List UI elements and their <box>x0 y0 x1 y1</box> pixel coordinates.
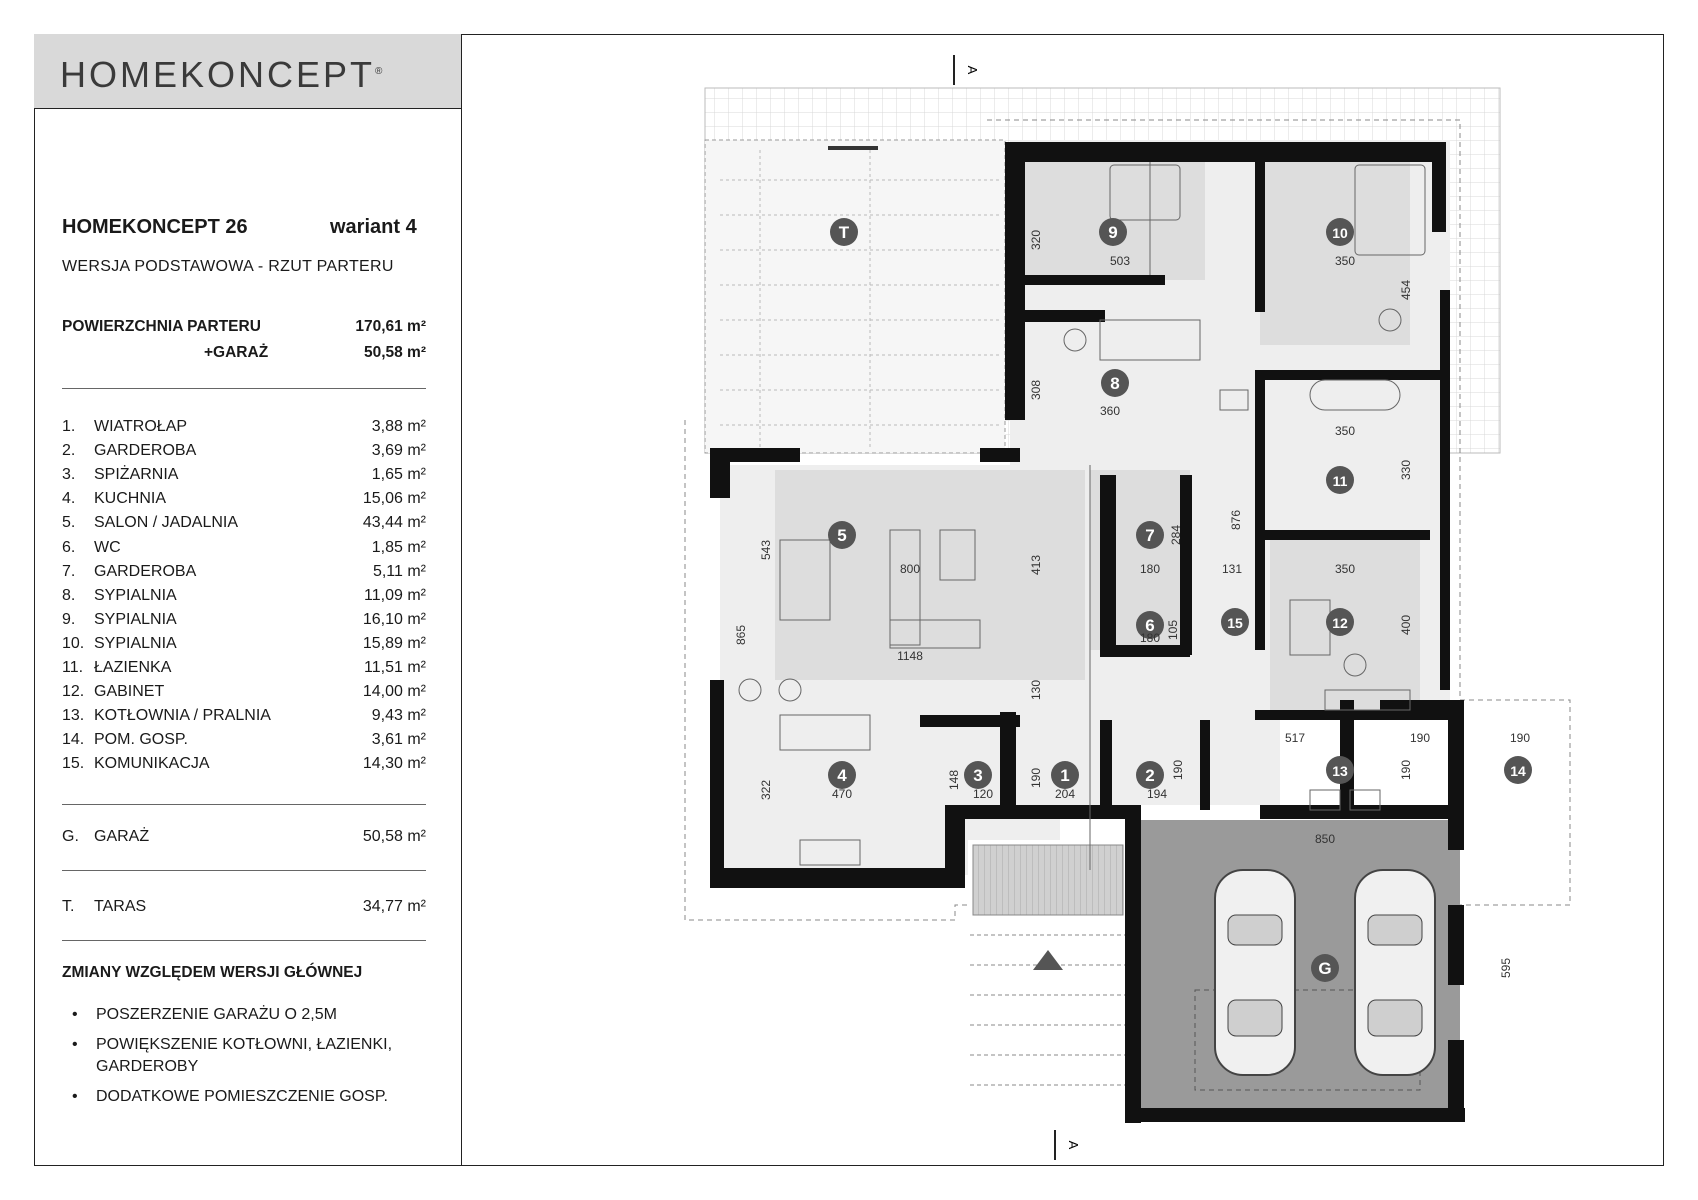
room-number: 2. <box>62 442 76 460</box>
room-marker <box>1326 218 1354 246</box>
dimension-label: 360 <box>1099 404 1121 418</box>
dimension-label: 190 <box>1399 759 1413 781</box>
section-marker-label: A <box>965 65 980 75</box>
room-marker-label: 11 <box>1332 473 1348 489</box>
dimension-label: 517 <box>1284 731 1306 745</box>
section-marker-top <box>954 55 980 85</box>
room-marker <box>1311 954 1339 982</box>
dimension-label: 800 <box>899 562 921 576</box>
garage-area: 50,58 m² <box>362 828 426 845</box>
dimension-label: 595 <box>1499 957 1513 979</box>
room-number: 9. <box>62 610 76 628</box>
room-area: 3,88 m² <box>371 418 426 435</box>
dimension-label: 190 <box>1409 731 1431 745</box>
room-area: 15,89 m² <box>362 634 426 652</box>
room-number: 10. <box>62 634 85 652</box>
room-marker-label: 14 <box>1510 763 1526 779</box>
car-icon <box>1355 870 1435 1075</box>
room-name: WC <box>94 538 121 556</box>
room-marker <box>964 761 992 789</box>
room-marker-label: 8 <box>1110 374 1120 393</box>
terrace-no: T. <box>62 898 75 915</box>
room-marker-label: 5 <box>837 526 847 545</box>
room-marker-label: 2 <box>1145 766 1155 785</box>
room-marker-label: 13 <box>1332 763 1348 779</box>
room-name: GARDEROBA <box>94 562 197 580</box>
room-name: SALON / JADALNIA <box>94 514 239 532</box>
dimension-label: 850 <box>1314 832 1336 846</box>
room-area: 9,43 m² <box>371 707 426 725</box>
room-area: 11,51 m² <box>364 659 426 676</box>
dimension-label: 320 <box>1029 229 1043 251</box>
room-area: 11,09 m² <box>364 586 426 604</box>
dimension-label: 204 <box>1054 787 1076 801</box>
dimension-label: 130 <box>1029 679 1043 701</box>
ground-area-value: 170,61 m² <box>355 318 426 335</box>
dimension-label: 543 <box>759 539 773 561</box>
room-number: 8. <box>62 586 76 604</box>
room-name: GABINET <box>94 683 165 701</box>
terrace-name: TARAS <box>94 898 147 915</box>
room-marker <box>828 521 856 549</box>
room-marker <box>1136 761 1164 789</box>
room-number: 6. <box>62 538 76 556</box>
room-marker <box>1326 608 1354 636</box>
room-area: 43,44 m² <box>362 514 426 532</box>
room-name: KOTŁOWNIA / PRALNIA <box>94 707 271 725</box>
car-icon <box>1215 870 1295 1075</box>
garage <box>1130 820 1460 1120</box>
project-subtitle: WERSJA PODSTAWOWA - RZUT PARTERU <box>62 258 394 275</box>
room-name: ŁAZIENKA <box>94 659 172 676</box>
room-marker-label: 1 <box>1060 766 1070 785</box>
dimension-label: 865 <box>734 624 748 646</box>
dimension-label: 284 <box>1169 524 1183 546</box>
room-area: 3,61 m² <box>371 731 426 749</box>
room-area: 15,06 m² <box>362 490 426 508</box>
room-area: 1,65 m² <box>371 466 426 484</box>
room-area: 14,30 m² <box>362 755 426 773</box>
room-number: 15. <box>62 755 85 773</box>
room-marker <box>1051 761 1079 789</box>
change-item-text: POWIĘKSZENIE KOTŁOWNI, ŁAZIENKI, GARDEROBY <box>96 1036 393 1075</box>
room-marker-label: 3 <box>973 766 983 785</box>
dimension-label: 876 <box>1229 509 1243 531</box>
room-area: 16,10 m² <box>362 610 426 628</box>
room-marker <box>1326 466 1354 494</box>
dimension-label: 322 <box>759 779 773 801</box>
dimension-label: 308 <box>1029 379 1043 401</box>
room-marker <box>1101 369 1129 397</box>
room-marker-label: 9 <box>1108 223 1118 242</box>
room-name: KOMUNIKACJA <box>94 755 210 773</box>
room-number: 13. <box>62 707 85 725</box>
ground-area-label: POWIERZCHNIA PARTERU <box>62 318 261 335</box>
room-number: 14. <box>62 731 85 749</box>
dimension-label: 330 <box>1399 459 1413 481</box>
section-marker-label: A <box>1066 1140 1081 1150</box>
room-marker <box>1099 218 1127 246</box>
room-number: 3. <box>62 466 76 484</box>
room-marker-label: 15 <box>1227 615 1243 631</box>
dimension-label: 454 <box>1399 279 1413 301</box>
room-name: POM. GOSP. <box>94 731 188 749</box>
dimension-label: 400 <box>1399 614 1413 636</box>
dimension-label: 503 <box>1109 254 1131 268</box>
room-marker-label: 12 <box>1332 615 1348 631</box>
room-marker-label: 6 <box>1145 616 1155 635</box>
room-area: 14,00 m² <box>362 683 426 701</box>
dimension-label: 350 <box>1334 562 1356 576</box>
garage-no: G. <box>62 828 79 845</box>
room-marker <box>1326 756 1354 784</box>
dimension-label: 190 <box>1509 731 1531 745</box>
dimension-label: 350 <box>1334 424 1356 438</box>
room-name: SPIŻARNIA <box>94 466 179 484</box>
room-number: 12. <box>62 683 85 701</box>
dimension-label: 194 <box>1146 787 1168 801</box>
garage-name: GARAŻ <box>94 828 150 845</box>
room-name: GARDEROBA <box>94 442 197 460</box>
room-name: SYPIALNIA <box>94 610 177 628</box>
room-marker-label: G <box>1318 959 1332 978</box>
room-number: 7. <box>62 562 76 580</box>
room-number: 11. <box>62 659 84 676</box>
dimension-label: 148 <box>947 769 961 791</box>
room-marker <box>1504 756 1532 784</box>
project-variant: wariant 4 <box>330 216 417 238</box>
brand-logo-text: HOMEKONCEPT <box>60 54 376 95</box>
room-marker-label: 4 <box>837 766 847 785</box>
room-area: 3,69 m² <box>371 442 426 460</box>
room-area: 1,85 m² <box>371 538 426 556</box>
room-marker <box>1221 608 1249 636</box>
room-marker-label: 7 <box>1145 526 1155 545</box>
room-number: 4. <box>62 490 76 508</box>
room-marker-label: T <box>838 223 850 242</box>
dimension-label: 120 <box>972 787 994 801</box>
dimension-label: 190 <box>1029 767 1043 789</box>
dimension-label: 470 <box>831 787 853 801</box>
room-area: 5,11 m² <box>372 562 426 580</box>
dimension-label: 180 <box>1139 631 1161 645</box>
room-name: SYPIALNIA <box>94 634 177 652</box>
change-item-text: POSZERZENIE GARAŻU O 2,5M <box>96 1006 337 1023</box>
dimension-label: 180 <box>1139 562 1161 576</box>
driveway <box>968 840 1128 1120</box>
section-marker-bottom <box>1055 1130 1081 1160</box>
terrace-area: 34,77 m² <box>362 898 426 915</box>
dimension-label: 105 <box>1166 619 1180 641</box>
dimension-label: 413 <box>1029 554 1043 576</box>
dimension-label: 350 <box>1334 254 1356 268</box>
room-number: 5. <box>62 514 76 532</box>
room-marker <box>828 761 856 789</box>
changes-heading: ZMIANY WZGLĘDEM WERSJI GŁÓWNEJ <box>62 964 363 981</box>
room-marker <box>1136 521 1164 549</box>
project-title: HOMEKONCEPT 26 <box>62 216 248 238</box>
room-name: KUCHNIA <box>94 490 167 508</box>
garage-area-value: 50,58 m² <box>363 344 426 361</box>
dimension-label: 190 <box>1171 759 1185 781</box>
dimension-label: 1148 <box>897 649 923 663</box>
room-name: SYPIALNIA <box>94 586 177 604</box>
info-panel: HOMEKONCEPT® HOMEKONCEPT 26 wariant 4 WERSJA PODSTAWOWA - RZUT PARTERU POWIERZCHNIA PARTERU 170,61 m² +GARAŻ 50,58 m² 1. WIATROŁAP 3,88 m² 2. GARDEROBA 3,69 m² 3. SPIŻARNIA 1,65 m² 4. KUCHNIA 15,06 m² 5. SALON / JADALNIA 43,44 m² 6. WC 1,85 m² 7. GARDEROBA 5,11 m² 8. SYPIALNIA 11,09 m² 9. SYPIALNIA 16,10 m² 10. SYPIALNIA 15,89 m² 11. ŁAZIENKA 11,51 m² 12. GABINET 14,00 m² 13. KOTŁOWNIA / PRALNIA 9,43 m² 14. POM. GOSP. 3,61 m² 15. KOMUNIKACJA 14,30 m² G. GARAŻ 50,58 m² T. TARAS 34,77 m² ZMIANY WZGLĘDEM WERSJI GŁÓWNEJ • POSZERZENIE GARAŻU O 2,5M • POWIĘKSZENIE KOTŁOWNI, ŁAZIENKI, GARDEROBY • DODATKOWE POMIESZCZENIE GOSP. <box>34 34 462 1166</box>
room-name: WIATROŁAP <box>94 418 188 435</box>
room-number: 1. <box>62 418 76 435</box>
garage-area-label: +GARAŻ <box>204 344 269 361</box>
room-marker-label: 10 <box>1332 225 1348 241</box>
room-marker <box>830 218 858 246</box>
change-item-text: DODATKOWE POMIESZCZENIE GOSP. <box>96 1088 388 1105</box>
dimension-label: 131 <box>1221 562 1243 576</box>
registered-mark: ® <box>375 66 383 77</box>
